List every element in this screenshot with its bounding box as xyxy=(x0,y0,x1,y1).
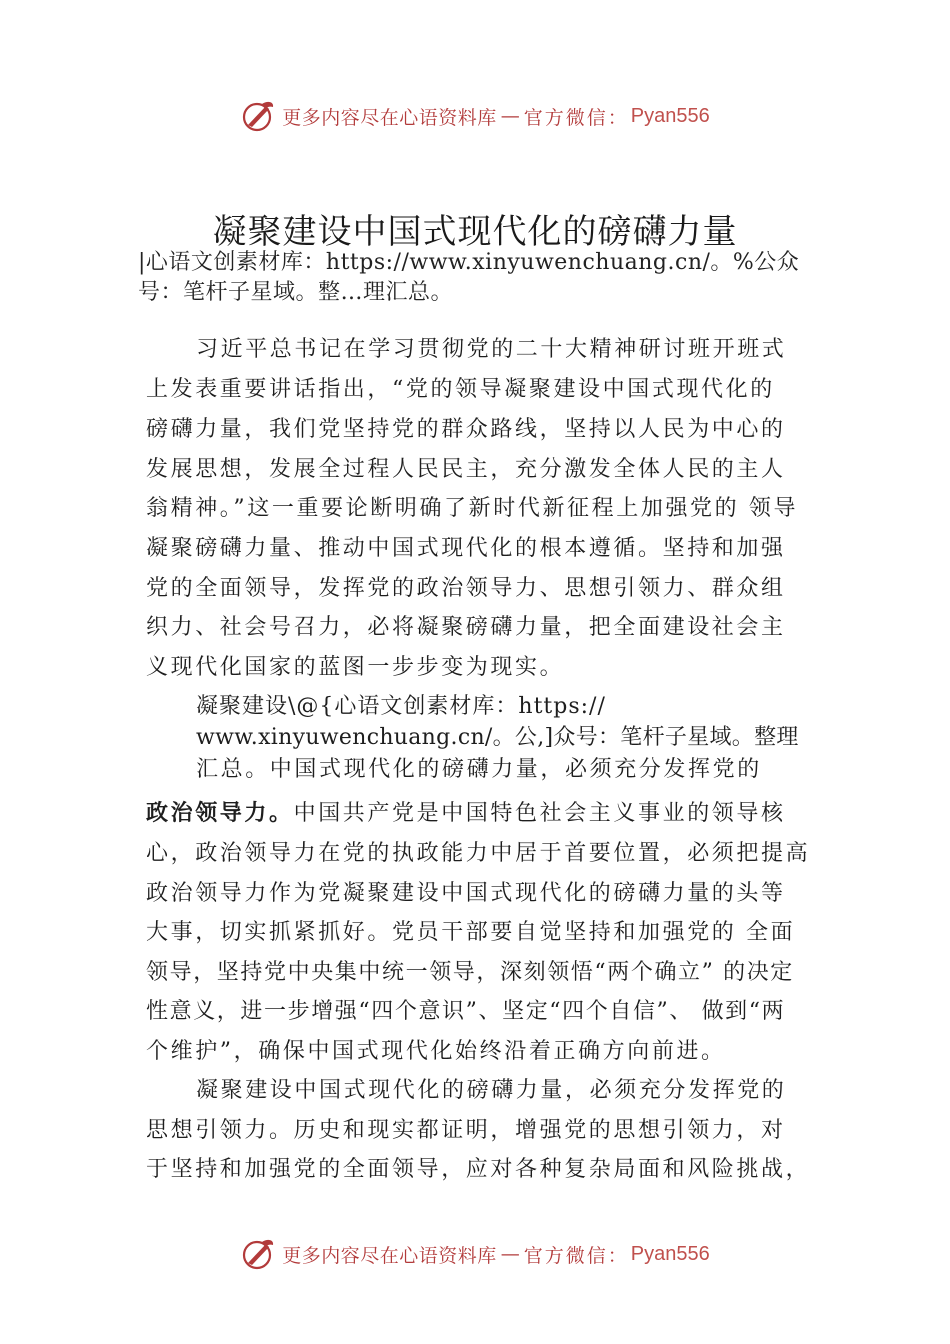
banner-text: 更多内容尽在心语资料库 xyxy=(282,106,497,129)
para3-line: 思想引领力。历史和现实都证明，增强党的思想引领力，对 xyxy=(146,1118,786,1143)
banner-wechat-label: 官方微信： xyxy=(523,106,629,129)
para1-line: 织力、社会号召力，必将凝聚磅礴力量，把全面建设社会主 xyxy=(146,615,786,640)
page-title: 凝聚建设中国式现代化的磅礴力量 xyxy=(212,212,738,252)
para2-line: 心，政治领导力在党的执政能力中居于首要位置，必须把提高 xyxy=(146,841,811,866)
banner-separator: — xyxy=(500,105,520,127)
para2-first-rest: 中国共产党是中国特色社会主义事业的领导核 xyxy=(293,801,786,826)
para1-line: 凝聚磅礴力量、推动中国式现代化的根本遵循。坚持和加强 xyxy=(146,536,786,561)
para2-line: 政治领导力作为党凝聚建设中国式现代化的磅礴力量的头等 xyxy=(146,881,786,906)
para1-line: 党的全面领导，发挥党的政治领导力、思想引领力、群众组 xyxy=(146,576,786,601)
watermark-line: www.xinyuwenchuang.cn/。公,]众号：笔杆子星域。整理 xyxy=(196,725,799,750)
watermark-line: 汇总。中国式现代化的磅礴力量，必须充分发挥党的 xyxy=(196,757,762,782)
banner-wechat-label: 官方微信： xyxy=(523,1244,629,1267)
watermark-line: 凝聚建设\@{心语文创素材库：https:// xyxy=(196,694,606,719)
quill-logo-icon xyxy=(240,1236,276,1272)
banner-separator: — xyxy=(500,1243,520,1265)
header-banner xyxy=(0,96,950,136)
banner-wechat-id: Pyan556 xyxy=(630,104,710,127)
para1-line: 发展思想，发展全过程人民民主，充分激发全体人民的主人 xyxy=(146,457,786,482)
source-line: |心语文创素材库：https://www.xinyuwenchuang.cn/。%公众 xyxy=(138,250,800,275)
bold-lead: 政治领导力。 xyxy=(146,801,294,826)
para3-line: 于坚持和加强党的全面领导，应对各种复杂局面和风险挑战， xyxy=(146,1157,811,1182)
para2-line: 性意义，进一步增强“四个意识”、坚定“四个自信”、 做到“两 xyxy=(146,999,786,1024)
para1-line: 上发表重要讲话指出，“党的领导凝聚建设中国式现代化的 xyxy=(146,377,775,402)
para2-first-line xyxy=(146,796,786,827)
banner-text: 更多内容尽在心语资料库 xyxy=(282,1244,497,1267)
quill-logo-icon xyxy=(240,98,276,134)
para1-line: 习近平总书记在学习贯彻党的二十大精神研讨班开班式 xyxy=(196,337,787,362)
para3-line: 凝聚建设中国式现代化的磅礴力量，必须充分发挥党的 xyxy=(196,1078,787,1103)
para2-line: 个维护”，确保中国式现代化始终沿着正确方向前进。 xyxy=(146,1039,726,1064)
para2-line: 领导，坚持党中央集中统一领导，深刻领悟“两个确立” 的决定 xyxy=(146,960,794,985)
banner-wechat-id: Pyan556 xyxy=(630,1242,710,1265)
source-line: 号：笔杆子星域。整…理汇总。 xyxy=(138,280,454,305)
para1-line: 翁精神。”这一重要论断明确了新时代新征程上加强党的 领导 xyxy=(146,496,799,521)
para2-line: 大事，切实抓紧抓好。党员干部要自觉坚持和加强党的 全面 xyxy=(146,920,796,945)
para1-line: 义现代化国家的蓝图一步步变为现实。 xyxy=(146,655,565,680)
footer-banner xyxy=(0,1234,950,1274)
para1-line: 磅礴力量，我们党坚持党的群众路线，坚持以人民为中心的 xyxy=(146,417,786,442)
